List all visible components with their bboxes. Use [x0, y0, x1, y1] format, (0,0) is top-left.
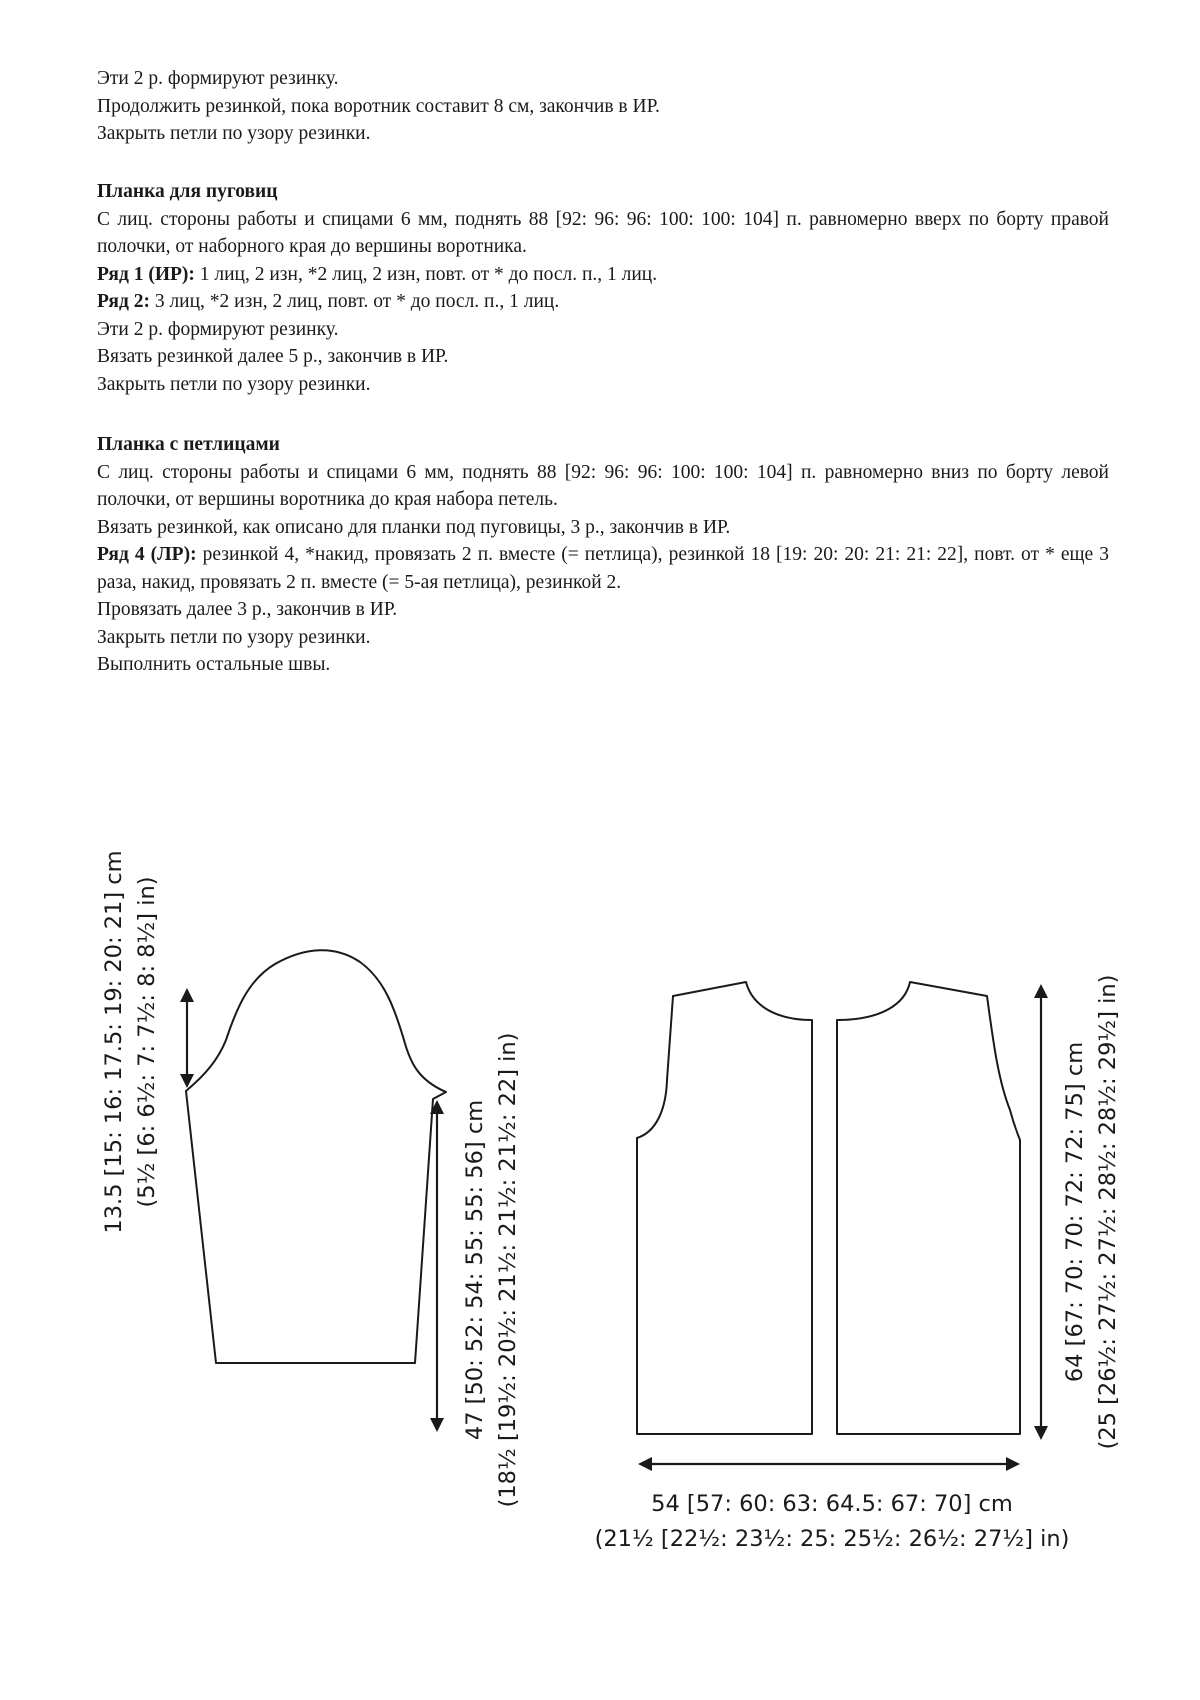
- text-line: Вязать резинкой, как описано для планки под пуговицы, 3 р., закончив в ИР.: [97, 516, 731, 538]
- section-intro: С лиц. стороны работы и спицами 6 мм, поднять 88 [92: 96: 96: 100: 100: 104] п. равномерно вверх по борту правой полочки, от наборного края до вершины воротника.: [97, 208, 1109, 257]
- section-heading: Планка для пуговиц: [97, 181, 278, 202]
- sleeve-length-cm-label: 47 [50: 52: 54: 55: 55: 56] cm: [462, 1099, 488, 1441]
- section-heading: Планка с петлицами: [97, 434, 280, 455]
- body-length-in-label: (25 [26½: 27½: 27½: 28½: 28½: 29½] in): [1095, 974, 1121, 1450]
- row-label: Ряд 2:: [97, 291, 150, 312]
- text-line: Выполнить остальные швы.: [97, 654, 331, 675]
- body-length-arrow: [1034, 984, 1048, 1440]
- row-label: Ряд 4 (ЛР):: [97, 544, 197, 565]
- text-line: Закрыть петли по узору резинки.: [97, 373, 371, 395]
- section-intro: С лиц. стороны работы и спицами 6 мм, поднять 88 [92: 96: 96: 100: 100: 104] п. равномерно вниз по борту левой полочки, от вершины воротника до края набора петель.: [97, 461, 1109, 510]
- sleeve-cap-in-label: (5½ [6: 6½: 7: 7½: 8: 8½] in): [134, 876, 160, 1208]
- row-text: 1 лиц, 2 изн, *2 лиц, 2 изн, повт. от * до посл. п., 1 лиц.: [194, 263, 658, 285]
- text-line: Продолжить резинкой, пока воротник составит 8 см, закончив в ИР.: [97, 95, 660, 117]
- row-text: резинкой 4, *накид, провязать 2 п. вместе (= петлица), резинкой 18 [19: 20: 20: 21: 21: 22], повт. от * еще 3 раза, накид, провязать 2 п. вместе (= 5-ая петлица), резинкой 2.: [97, 544, 1109, 593]
- sleeve-length-arrow: [430, 1100, 444, 1432]
- row-label: Ряд 1 (ИР):: [97, 263, 195, 285]
- body-width-arrow: [638, 1457, 1020, 1471]
- sleeve-cap-height-arrow: [180, 988, 194, 1088]
- body-length-cm-label: 64 [67: 70: 70: 72: 72: 75] cm: [1062, 1041, 1088, 1383]
- text-line: Вязать резинкой далее 5 р., закончив в ИР.: [97, 346, 449, 367]
- body-width-cm-label: 54 [57: 60: 63: 64.5: 67: 70] cm: [651, 1491, 1013, 1517]
- text-line: Закрыть петли по узору резинки.: [97, 123, 371, 144]
- row-text: 3 лиц, *2 изн, 2 лиц, повт. от * до посл. п., 1 лиц.: [149, 291, 560, 312]
- text-line: Эти 2 р. формируют резинку.: [97, 68, 339, 89]
- sleeve-length-in-label: (18½ [19½: 20½: 21½: 21½: 21½: 22] in): [495, 1032, 521, 1508]
- text-line: Закрыть петли по узору резинки.: [97, 626, 371, 648]
- text-line: Эти 2 р. формируют резинку.: [97, 318, 339, 340]
- sleeve-outline: [186, 950, 446, 1363]
- body-outline: [637, 982, 1020, 1434]
- text-line: Провязать далее 3 р., закончив в ИР.: [97, 599, 398, 620]
- body-width-in-label: (21½ [22½: 23½: 25: 25½: 26½: 27½] in): [594, 1526, 1070, 1552]
- sleeve-cap-cm-label: 13.5 [15: 16: 17.5: 19: 20: 21] cm: [101, 850, 127, 1234]
